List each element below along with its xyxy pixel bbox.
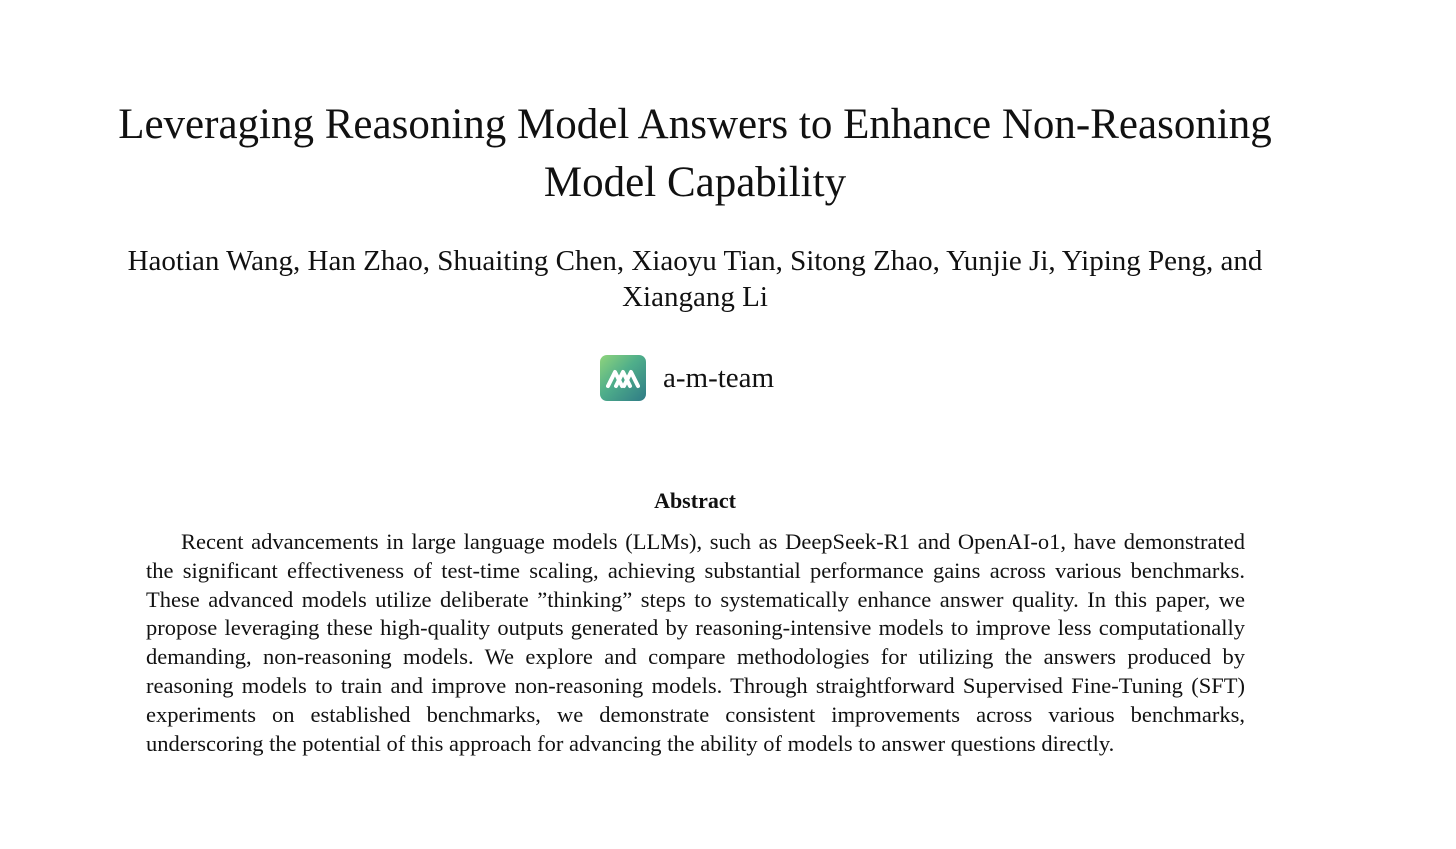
- abstract-heading: Abstract: [654, 488, 736, 513]
- affiliation: [600, 355, 774, 401]
- author-list: Haotian Wang, Han Zhao, Shuaiting Chen, Xiaoyu Tian, Sitong Zhao, Yunjie Ji, Yiping Peng, and Xiangang Li: [127, 245, 1263, 313]
- am-team-logo-icon: [600, 355, 646, 401]
- affiliation-name: a-m-team: [663, 362, 775, 394]
- paper-title: Leveraging Reasoning Model Answers to Enhance Non-Reasoning Model Capability: [118, 101, 1272, 206]
- abstract-text: Recent advancements in large language models (LLMs), such as DeepSeek-R1 and OpenAI-o1, have demonstrated the significant effectiveness of test-time scaling, achieving substantial performance gains across various benchmarks. These advanced models utilize deliberate ”thinking” steps to systematically enhance answer quality. In this paper, we propose leveraging these high-quality outputs generated by reasoning-intensive models to improve less computationally demanding, non-reasoning models. We explore and compare methodologies for utilizing the answers produced by reasoning models to train and improve non-reasoning models. Through straightforward Supervised Fine-Tuning (SFT) experiments on established benchmarks, we demonstrate consistent improvements across various benchmarks, underscoring the potential of this approach for advancing the ability of models to answer questions directly.: [146, 529, 1245, 756]
- am-team-logo-mark: [606, 367, 640, 389]
